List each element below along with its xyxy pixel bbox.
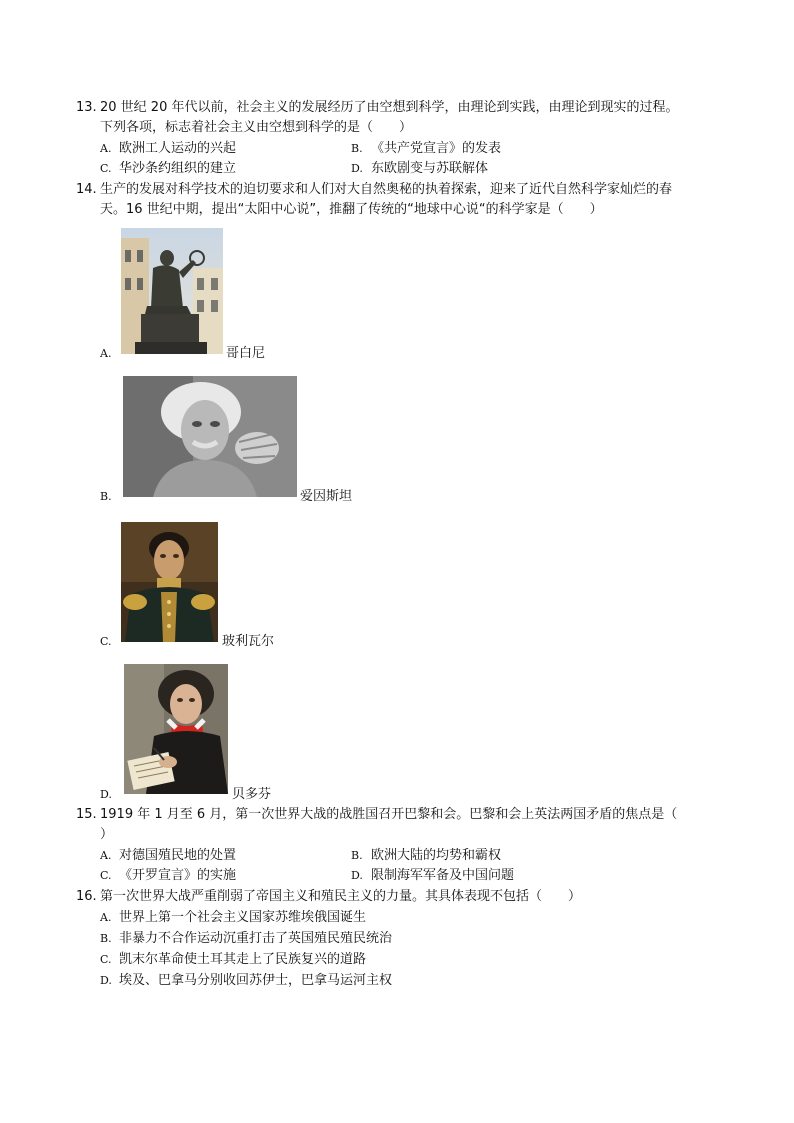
- question-16-option-a-text: 世界上第一个社会主义国家苏维埃俄国诞生: [119, 910, 367, 925]
- question-15-option-c-letter: C.: [100, 869, 112, 882]
- question-15-option-d-letter: D.: [351, 869, 363, 882]
- question-16-option-c-letter: C.: [100, 953, 112, 966]
- question-14-option-c-letter: C.: [100, 635, 112, 648]
- question-14-option-b-letter: B.: [100, 490, 112, 503]
- question-15-option-b-text: 欧洲大陆的均势和霸权: [371, 848, 502, 863]
- question-15-stem-line1: 1919 年 1 月至 6 月，第一次世界大战的战胜国召开巴黎和会。巴黎和会上英法两国矛盾的焦点是（: [100, 807, 678, 822]
- question-14-option-d-text: 贝多芬: [232, 787, 272, 802]
- question-13-option-a-letter: A.: [100, 142, 112, 155]
- question-13-option-d-text: 东欧剧变与苏联解体: [371, 161, 489, 176]
- question-14-option-c-text: 玻利瓦尔: [222, 634, 275, 649]
- question-16-option-b-text: 非暴力不合作运动沉重打击了英国殖民殖民统治: [119, 931, 393, 946]
- question-14-option-a-text: 哥白尼: [226, 346, 266, 361]
- question-13-option-b-text: 《共产党宣言》的发表: [371, 141, 502, 156]
- question-14-option-d-letter: D.: [100, 788, 112, 801]
- question-15-number: 15.: [76, 807, 97, 822]
- question-15-option-b-letter: B.: [351, 849, 363, 862]
- question-15-option-d-text: 限制海军军备及中国问题: [371, 868, 515, 883]
- question-13-stem-line2: 下列各项，标志着社会主义由空想到科学的是（ ）: [100, 120, 413, 135]
- question-16-option-d-letter: D.: [100, 974, 112, 987]
- question-16-option-a-letter: A.: [100, 911, 112, 924]
- question-15-option-a-letter: A.: [100, 849, 112, 862]
- copernicus-statue-image: [121, 228, 223, 354]
- question-16-option-c-text: 凯末尔革命使土耳其走上了民族复兴的道路: [119, 952, 367, 967]
- question-14-stem-line2: 天。16 世纪中期，提出“太阳中心说”，推翻了传统的“地球中心说“的科学家是（ ）: [100, 202, 603, 217]
- question-16-number: 16.: [76, 889, 97, 904]
- question-13-number: 13.: [76, 100, 97, 115]
- einstein-portrait-image: [123, 376, 297, 497]
- question-13-option-c-letter: C.: [100, 162, 112, 175]
- question-13-stem-line1: 20 世纪 20 年代以前，社会主义的发展经历了由空想到科学，由理论到实践，由理论到现实的过程。: [100, 100, 679, 115]
- bolivar-portrait-image: [121, 522, 218, 642]
- question-14-number: 14.: [76, 182, 97, 197]
- question-16-stem: 第一次世界大战严重削弱了帝国主义和殖民主义的力量。其具体表现不包括（ ）: [100, 889, 582, 904]
- question-13-option-d-letter: D.: [351, 162, 363, 175]
- question-14-option-a-letter: A.: [100, 347, 112, 360]
- question-13-option-b-letter: B.: [351, 142, 363, 155]
- question-14-option-b-text: 爱因斯坦: [300, 489, 353, 504]
- question-16-option-d-text: 埃及、巴拿马分别收回苏伊士，巴拿马运河主权: [119, 973, 393, 988]
- question-15-stem-line2: ）: [100, 827, 114, 842]
- question-15-option-a-text: 对德国殖民地的处置: [119, 848, 237, 863]
- question-13-option-c-text: 华沙条约组织的建立: [119, 161, 237, 176]
- question-14-stem-line1: 生产的发展对科学技术的迫切要求和人们对大自然奥秘的执着探索，迎来了近代自然科学家灿烂的春: [100, 182, 673, 197]
- beethoven-portrait-image: [124, 664, 228, 794]
- question-15-option-c-text: 《开罗宣言》的实施: [119, 868, 237, 883]
- question-13-option-a-text: 欧洲工人运动的兴起: [119, 141, 237, 156]
- question-16-option-b-letter: B.: [100, 932, 112, 945]
